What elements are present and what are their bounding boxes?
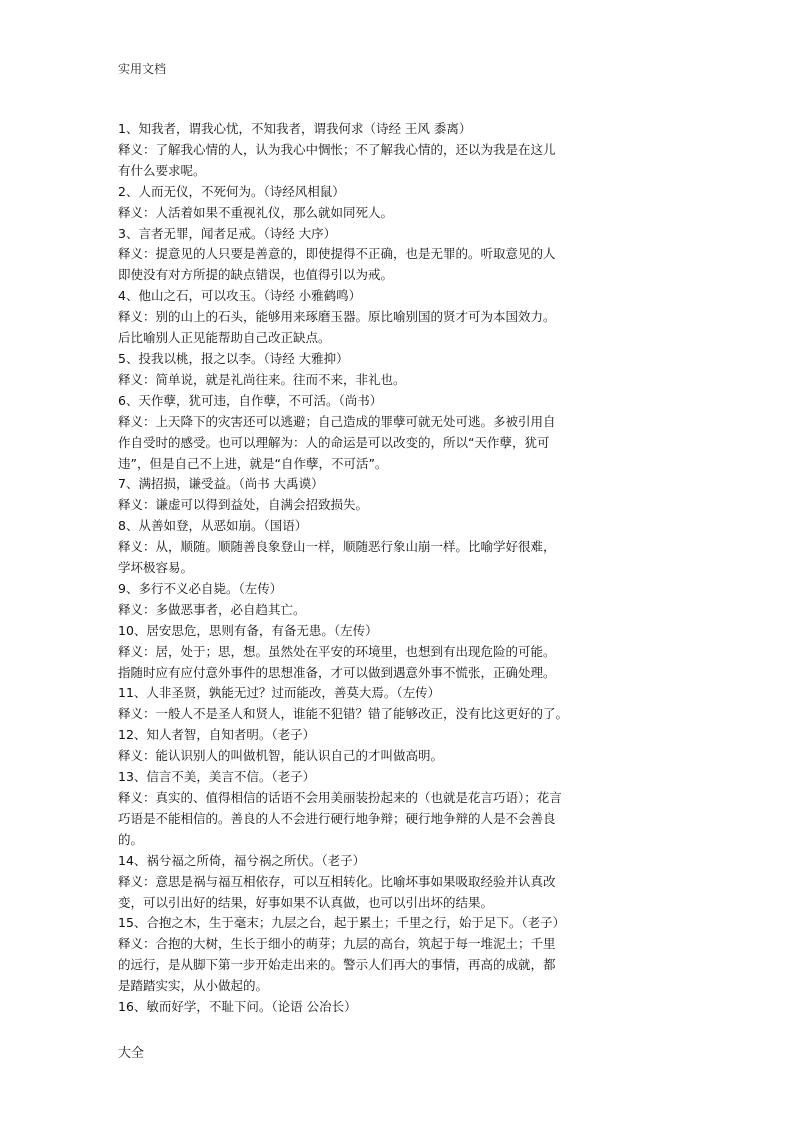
text-line: 变，可以引出好的结果，好事如果不认真做，也可以引出坏的结果。 xyxy=(118,894,494,910)
text-line: 有什么要求呢。 xyxy=(118,162,206,178)
text-line: 后比喻别人正见能帮助自己改正缺点。 xyxy=(118,330,331,346)
text-line: 6、天作孽，犹可违，自作孽，不可活。（尚书） xyxy=(118,392,383,408)
text-line: 释义：居，处于；思，想。虽然处在平安的环境里，也想到有出现危险的可能。 xyxy=(118,643,556,659)
text-line: 释义：真实的、值得相信的话语不会用美丽装扮起来的（也就是花言巧语）；花言 xyxy=(118,790,562,805)
text-line: 14、祸兮福之所倚，福兮祸之所伏。（老子） xyxy=(118,852,366,868)
text-line: 的远行，是从脚下第一步开始走出来的。警示人们再大的事情，再高的成就，都 xyxy=(118,957,556,973)
text-line: 释义：从，顺随。顺随善良象登山一样，顺随恶行象山崩一样。比喻学好很难， xyxy=(118,539,556,555)
text-line: 5、投我以桃，报之以李。（诗经 大雅抑） xyxy=(118,350,349,366)
text-line: 3、言者无罪，闻者足戒。（诗经 大序） xyxy=(118,225,337,241)
text-line: 7、满招损，谦受益。（尚书 大禹谟） xyxy=(118,476,324,492)
text-line: 释义：提意见的人只要是善意的，即使提得不正确，也是无罪的。听取意见的人 xyxy=(118,246,556,262)
text-line: 即使没有对方所提的缺点错误，也值得引以为戒。 xyxy=(118,267,394,283)
text-line: 释义：别的山上的石头，能够用来琢磨玉器。原比喻别国的贤才可为本国效力。 xyxy=(118,309,556,325)
text-line: 作自受时的感受。也可以理解为：人的命运是可以改变的，所以“天作孽，犹可 xyxy=(118,434,550,450)
page-footer: 大全 xyxy=(118,1046,145,1061)
text-line: 的。 xyxy=(118,831,144,847)
text-line: 12、知人者智，自知者明。（老子） xyxy=(118,727,316,743)
text-line: 释义：上天降下的灾害还可以逃避；自己造成的罪孽可就无处可逃。多被引用自 xyxy=(118,413,556,429)
text-line: 2、人而无仪，不死何为。（诗经风相鼠） xyxy=(118,183,345,199)
text-line: 学坏极容易。 xyxy=(118,560,194,576)
text-line: 9、多行不义必自毙。（左传） xyxy=(118,580,283,596)
text-line: 4、他山之石，可以攻玉。（诗经 小雅鹤鸣） xyxy=(118,288,362,304)
document-body xyxy=(118,119,678,1018)
text-line: 是踏踏实实，从小做起的。 xyxy=(118,978,269,994)
text-line: 释义：人活着如果不重视礼仪，那么就如同死人。 xyxy=(118,204,394,220)
text-line: 释义：一般人不是圣人和贤人，谁能不犯错？错了能够改正，没有比这更好的了。 xyxy=(118,706,569,722)
text-line: 释义：简单说，就是礼尚往来。往而不来，非礼也。 xyxy=(118,371,406,387)
text-line: 指随时应有应付意外事件的思想准备，才可以做到遇意外事不慌张，正确处理。 xyxy=(118,664,556,680)
text-line: 释义：谦虚可以得到益处，自满会招致损失。 xyxy=(118,497,369,513)
text-line: 11、人非圣贤，孰能无过？过而能改，善莫大焉。（左传） xyxy=(118,685,441,701)
text-line: 巧语是不能相信的。善良的人不会进行硬行地争辩；硬行地争辩的人是不会善良 xyxy=(118,810,556,826)
text-line: 释义：意思是祸与福互相依存，可以互相转化。比喻坏事如果吸取经验并认真改 xyxy=(118,873,556,889)
page-header: 实用文档 xyxy=(118,62,167,76)
text-line: 16、敏而好学，不耻下问。（论语 公冶长） xyxy=(118,999,357,1015)
text-line: 10、居安思危，思则有备，有备无患。（左传） xyxy=(118,622,378,638)
text-line: 13、信言不美，美言不信。（老子） xyxy=(118,769,316,785)
text-line: 释义：合抱的大树，生长于细小的萌芽；九层的高台，筑起于每一堆泥土；千里 xyxy=(118,936,556,952)
text-line: 释义：能认识别人的叫做机智，能认识自己的才叫做高明。 xyxy=(118,748,444,764)
text-line: 8、从善如登，从恶如崩。（国语） xyxy=(118,518,308,534)
text-line: 1、知我者，谓我心忧，不知我者，谓我何求（诗经 王风 黍离） xyxy=(118,121,472,136)
text-line: 释义：多做恶事者，必自趋其亡。 xyxy=(118,601,306,617)
text-line: 违”，但是自己不上进，就是“自作孽，不可活”。 xyxy=(118,455,388,471)
text-line: 15、合抱之木，生于毫末；九层之台，起于累土；千里之行，始于足下。（老子） xyxy=(118,915,566,931)
text-line: 释义：了解我心情的人，认为我心中惆怅；不了解我心情的，还以为我是在这儿 xyxy=(118,141,556,157)
